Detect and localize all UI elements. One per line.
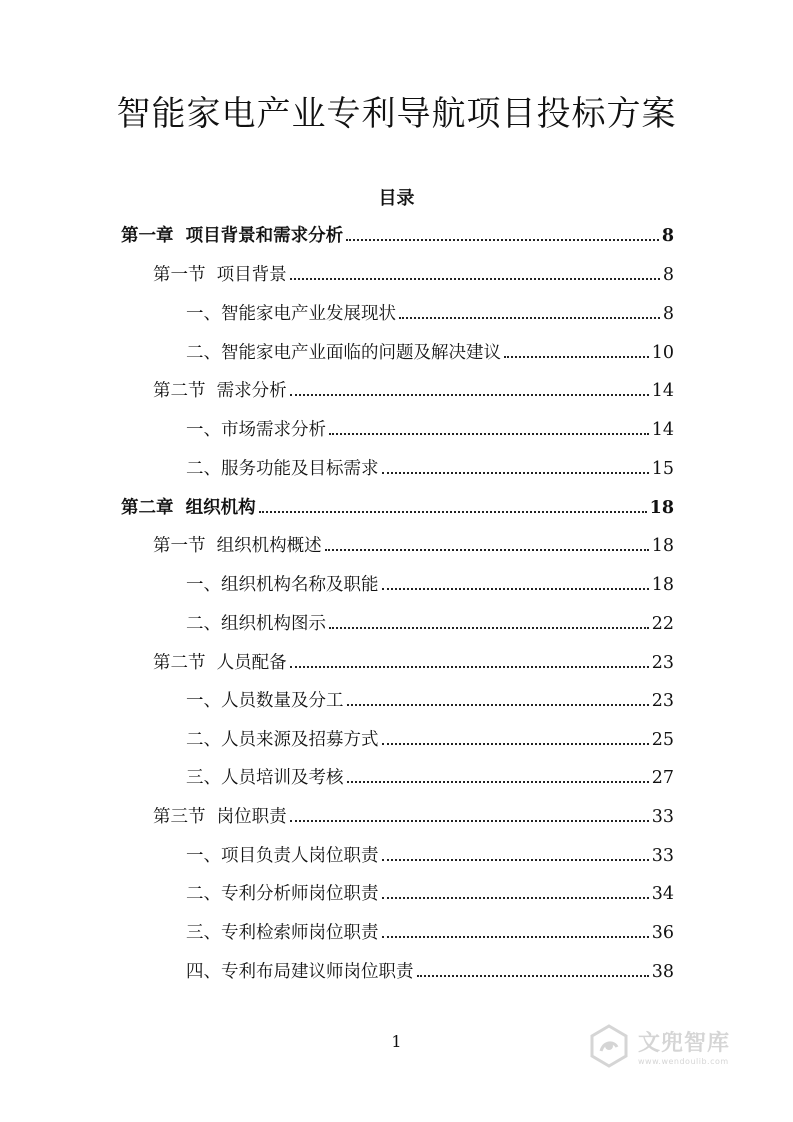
toc-entry-label: 第一章 项目背景和需求分析: [121, 226, 344, 246]
toc-entry-chapter-2[interactable]: [121, 494, 674, 524]
toc-entry-page: 18: [651, 575, 674, 595]
toc-entry-page: 27: [651, 768, 674, 788]
toc-entry-page: 8: [662, 265, 674, 285]
toc-dot-leader: [382, 587, 649, 590]
toc-dot-leader: [417, 974, 649, 977]
toc-entry-subsection[interactable]: [186, 842, 674, 872]
toc-dot-leader: [382, 742, 649, 745]
toc-dot-leader: [382, 471, 649, 474]
toc-entry-label: 二、人员来源及招募方式: [186, 730, 379, 750]
toc-dot-leader: [382, 935, 649, 938]
toc-entry-label: 四、专利布局建议师岗位职责: [186, 962, 414, 982]
toc-entry-page: 18: [651, 536, 674, 556]
toc-entry-subsection[interactable]: [186, 455, 674, 485]
toc-entry-label: 一、智能家电产业发展现状: [186, 304, 396, 324]
toc-entry-subsection[interactable]: [186, 726, 674, 756]
watermark-url: www.wendoulib.com: [638, 1057, 729, 1066]
toc-entry-subsection[interactable]: [186, 416, 674, 446]
toc-entry-section[interactable]: [153, 261, 674, 291]
toc-entry-label: 一、人员数量及分工: [186, 691, 344, 711]
toc-entry-section[interactable]: [153, 649, 674, 679]
toc-entry-page: 34: [651, 884, 674, 904]
toc-dot-leader: [382, 858, 649, 861]
toc-entry-subsection[interactable]: [186, 880, 674, 910]
toc-dot-leader: [346, 238, 659, 241]
toc-entry-subsection[interactable]: [186, 610, 674, 640]
toc-heading: 目录: [378, 188, 415, 209]
toc-entry-label: 第二节 需求分析: [153, 381, 287, 401]
toc-entry-page: 23: [651, 653, 674, 673]
toc-entry-section[interactable]: [153, 532, 674, 562]
toc-entry-section[interactable]: [153, 377, 674, 407]
toc-entry-section[interactable]: [153, 803, 674, 833]
toc-entry-page: 8: [662, 304, 674, 324]
toc-entry-subsection[interactable]: [186, 687, 674, 717]
toc-dot-leader: [325, 548, 649, 551]
toc-entry-label: 二、智能家电产业面临的问题及解决建议: [186, 343, 501, 363]
toc-entry-page: 33: [651, 846, 674, 866]
toc-entry-subsection[interactable]: [186, 571, 674, 601]
toc-entry-subsection[interactable]: [186, 339, 674, 369]
toc-dot-leader: [347, 780, 649, 783]
toc-entry-label: 第二节 人员配备: [153, 653, 287, 673]
toc-entry-page: 14: [651, 381, 674, 401]
toc-dot-leader: [347, 703, 649, 706]
watermark: [586, 1018, 756, 1074]
toc-dot-leader: [290, 665, 649, 668]
toc-dot-leader: [329, 626, 649, 629]
toc-entry-chapter-1[interactable]: [121, 222, 674, 252]
toc-dot-leader: [399, 316, 660, 319]
toc-entry-page: 8: [661, 226, 674, 246]
toc-entry-page: 23: [651, 691, 674, 711]
toc-dot-leader: [382, 896, 649, 899]
toc-entry-label: 三、专利检索师岗位职责: [186, 923, 379, 943]
toc-entry-label: 二、服务功能及目标需求: [186, 459, 379, 479]
toc-dot-leader: [259, 510, 647, 513]
toc-entry-label: 二、组织机构图示: [186, 614, 326, 634]
toc-entry-page: 38: [651, 962, 674, 982]
toc-entry-label: 三、人员培训及考核: [186, 768, 344, 788]
page-number: 1: [391, 1032, 402, 1051]
toc-entry-subsection[interactable]: [186, 958, 674, 988]
wendou-logo-icon: [586, 1023, 632, 1069]
toc-entry-page: 15: [651, 459, 674, 479]
toc-entry-page: 14: [651, 420, 674, 440]
toc-entry-label: 第一节 项目背景: [153, 265, 287, 285]
toc-entry-label: 一、项目负责人岗位职责: [186, 846, 379, 866]
toc-entry-subsection[interactable]: [186, 300, 674, 330]
toc-entry-page: 18: [649, 498, 674, 518]
document-title: 智能家电产业专利导航项目投标方案: [116, 94, 677, 134]
toc-dot-leader: [290, 393, 649, 396]
toc-entry-subsection[interactable]: [186, 764, 674, 794]
toc-entry-label: 第一节 组织机构概述: [153, 536, 322, 556]
toc-entry-page: 25: [651, 730, 674, 750]
toc-entry-page: 10: [651, 343, 674, 363]
toc-entry-page: 33: [651, 807, 674, 827]
toc-entry-label: 第二章 组织机构: [121, 498, 256, 518]
watermark-brand: 文兜智库: [638, 1031, 731, 1056]
toc-entry-label: 一、市场需求分析: [186, 420, 326, 440]
toc-dot-leader: [290, 819, 649, 822]
toc-entry-page: 22: [651, 614, 674, 634]
toc-entry-subsection[interactable]: [186, 919, 674, 949]
toc-entry-label: 一、组织机构名称及职能: [186, 575, 379, 595]
toc-dot-leader: [329, 432, 649, 435]
toc-entry-label: 二、专利分析师岗位职责: [186, 884, 379, 904]
toc-entry-page: 36: [651, 923, 674, 943]
toc-entry-label: 第三节 岗位职责: [153, 807, 287, 827]
toc-dot-leader: [290, 277, 660, 280]
toc-dot-leader: [504, 355, 649, 358]
